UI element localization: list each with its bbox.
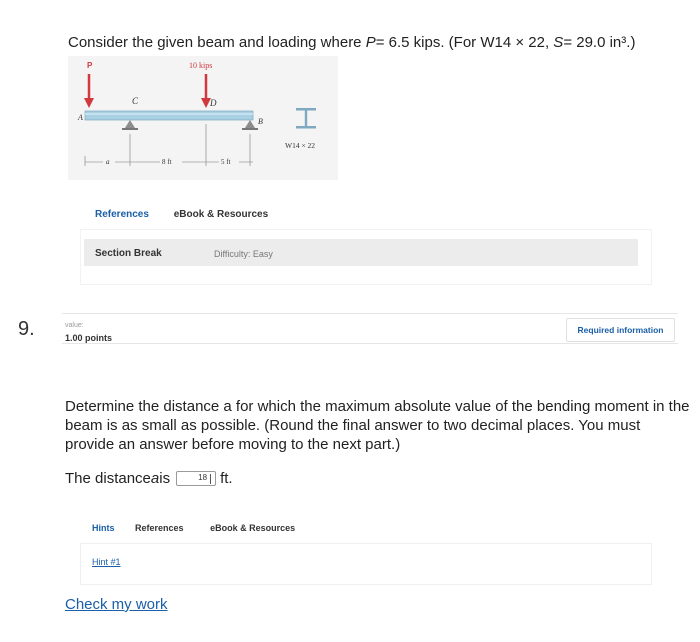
section-break-label: Section Break (95, 248, 162, 259)
question-number: 9. (18, 318, 35, 340)
answer-variable: a (150, 470, 160, 487)
points-label: 1.00 points (65, 333, 113, 343)
prompt-text-s: = 29.0 in³.) (563, 34, 636, 51)
label-a: A (78, 113, 83, 122)
support-c-base (122, 128, 138, 130)
support-b-base (242, 128, 258, 130)
label-p: P (87, 61, 93, 70)
divider (62, 343, 678, 344)
section-break-bar (84, 239, 638, 266)
answer-value: 18 (198, 473, 208, 482)
prompt-text-p: = 6.5 kips. (For W14 × 22, (375, 34, 554, 51)
required-information-button[interactable]: Required information (566, 318, 675, 342)
dim-5ft: 5 ft (221, 158, 231, 166)
divider (62, 313, 678, 314)
hint-panel (80, 543, 652, 585)
answer-unit: ft. (220, 470, 233, 487)
ebook-tab-bottom[interactable]: eBook & Resources (210, 523, 296, 533)
help-tabs (92, 523, 295, 533)
text-cursor (210, 474, 211, 484)
beam (85, 111, 253, 120)
references-tab-bottom[interactable]: References (135, 523, 184, 533)
problem-statement (68, 34, 635, 51)
resource-tabs (95, 209, 290, 220)
label-c: C (132, 96, 139, 106)
label-b: B (258, 117, 263, 126)
dim-8ft: 8 ft (162, 158, 172, 166)
question-text: Determine the distance a for which the maximum absolute value of the bending moment in the beam is as small as possible. (Round the final answer to two decimal places. You must provide an answer before moving to the next part.) (65, 398, 690, 453)
hint-1-link[interactable]: Hint #1 (92, 557, 121, 567)
dim-a: a (106, 158, 110, 166)
difficulty-label: Difficulty: Easy (214, 249, 273, 259)
label-d: D (210, 98, 217, 108)
prompt-text: Consider the given beam and loading where (68, 34, 366, 51)
beam-figure (68, 56, 338, 180)
answer-mid: is (159, 470, 171, 487)
label-10-kips: 10 kips (189, 61, 213, 70)
ebook-tab[interactable]: eBook & Resources (173, 209, 269, 220)
references-tab[interactable]: References (95, 209, 149, 220)
check-my-work-link[interactable]: Check my work (65, 596, 168, 613)
value-label: value: (65, 322, 84, 329)
s-variable: S (553, 34, 564, 51)
p-variable: P (365, 34, 376, 51)
answer-input[interactable] (176, 471, 216, 486)
section-label: W14 × 22 (285, 141, 316, 150)
hints-tab[interactable]: Hints (92, 523, 115, 533)
answer-prefix: The distance (65, 470, 151, 487)
answer-line (65, 470, 233, 487)
